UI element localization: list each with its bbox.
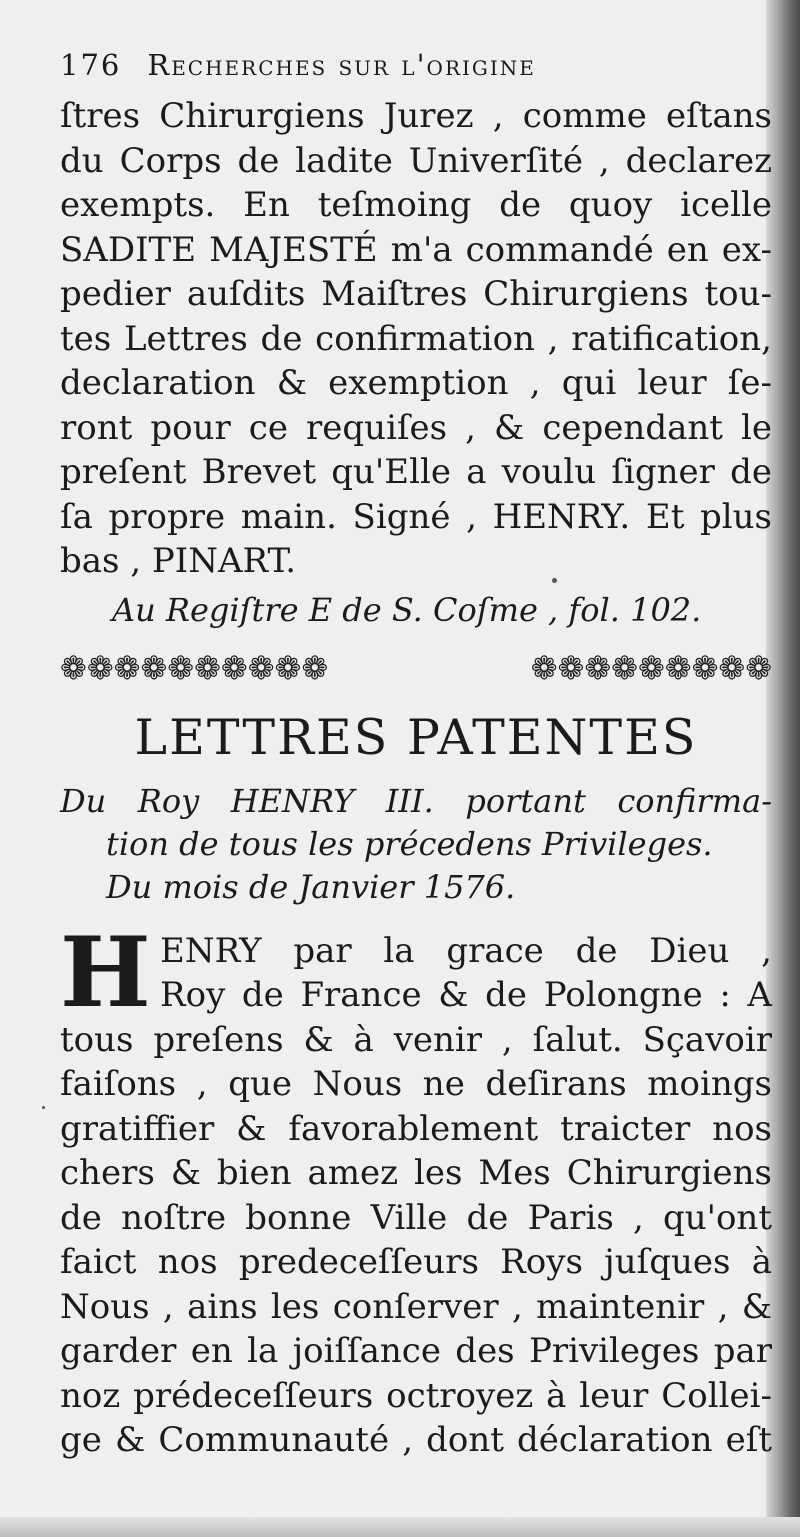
text-line: de noſtre bonne Ville de Paris , qu'ont bbox=[60, 1197, 772, 1238]
page-number: 176 bbox=[60, 48, 122, 82]
text-line: ENRY par la grace de Dieu , bbox=[160, 930, 772, 971]
text-line: exempts. En teſmoing de quoy icelle bbox=[60, 185, 772, 225]
text-line: Roy de France & de Polongne : A bbox=[160, 975, 772, 1015]
section-subtitle bbox=[60, 780, 772, 909]
subtitle-line: tion de tous les précedens Privileges. bbox=[106, 824, 713, 863]
ink-speck bbox=[552, 578, 557, 583]
running-header bbox=[60, 48, 772, 94]
running-title: Recherches sur l'origine bbox=[147, 48, 536, 82]
ornament-flower-icon: ❁ bbox=[247, 648, 275, 687]
ink-speck bbox=[42, 1106, 45, 1109]
ornament-group-right bbox=[531, 650, 772, 686]
ornament-flower-icon: ❁ bbox=[167, 648, 195, 687]
ornament-flower-icon: ❁ bbox=[557, 648, 585, 687]
subtitle-line: Du Roy HENRY III. portant confirma- bbox=[60, 781, 772, 820]
drop-cap: H bbox=[60, 915, 151, 1029]
ornament-flower-icon: ❁ bbox=[301, 648, 329, 687]
text-line: bas , PINART. bbox=[60, 541, 297, 581]
ornament-flower-icon: ❁ bbox=[274, 648, 302, 687]
text-line: pedier auſdits Maiſtres Chirurgiens tou- bbox=[60, 274, 772, 314]
ornament-flower-icon: ❁ bbox=[220, 648, 248, 687]
text-line: SADITE MAJESTÉ m'a commandé en ex- bbox=[60, 229, 772, 270]
ornament-flower-icon: ❁ bbox=[60, 648, 87, 687]
ornament-flower-icon: ❁ bbox=[194, 648, 221, 687]
letters-body bbox=[60, 915, 772, 1463]
text-line: gratiffier & favorablement traicter nos bbox=[60, 1108, 772, 1149]
text-line: ſa propre main. Signé , HENRY. Et plus bbox=[60, 496, 772, 537]
section-continued-text bbox=[60, 94, 772, 634]
text-line: ge & Communauté , dont déclaration eſt bbox=[60, 1420, 772, 1460]
ornament-flower-icon: ❁ bbox=[664, 648, 692, 687]
text-line: faict nos predeceſſeurs Roys juſques à bbox=[60, 1242, 772, 1282]
ornament-flower-icon: ❁ bbox=[530, 648, 558, 687]
text-line: tous preſens & à venir , ſalut. Sçavoir bbox=[60, 1019, 772, 1060]
ornament-group-left bbox=[60, 650, 328, 686]
section-heading: LETTRES PATENTES bbox=[134, 708, 698, 766]
book-page bbox=[60, 48, 772, 1463]
text-line: faiſons , que Nous ne deſirans moings bbox=[60, 1064, 772, 1104]
ornament-flower-icon: ❁ bbox=[745, 648, 772, 687]
ornament-divider bbox=[60, 650, 772, 686]
text-line: preſent Brevet qu'Elle a voulu ſigner de bbox=[60, 452, 772, 492]
text-line: declaration & exemption , qui leur ſe- bbox=[60, 363, 772, 403]
ornament-flower-icon: ❁ bbox=[86, 648, 114, 687]
subtitle-line: Du mois de Janvier 1576. bbox=[106, 867, 516, 906]
registry-reference: Au Regiſtre E de S. Coſme , fol. 102. bbox=[112, 590, 702, 629]
text-line: noz prédeceſſeurs octroyez à leur Collei- bbox=[60, 1375, 772, 1416]
ornament-flower-icon: ❁ bbox=[584, 648, 612, 687]
text-line: ront pour ce requiſes , & cependant le bbox=[60, 407, 772, 448]
text-line: garder en la joiſſance des Privileges par bbox=[60, 1331, 772, 1371]
ornament-flower-icon: ❁ bbox=[637, 648, 665, 687]
ornament-flower-icon: ❁ bbox=[611, 648, 638, 687]
text-line: ſtres Chirurgiens Jurez , comme eſtans bbox=[60, 96, 772, 136]
ornament-flower-icon: ❁ bbox=[140, 648, 168, 687]
text-line: Nous , ains les conſerver , maintenir , & bbox=[60, 1286, 772, 1327]
text-line: chers & bien amez les Mes Chirurgiens bbox=[60, 1153, 772, 1193]
page-bottom-edge bbox=[0, 1517, 800, 1537]
ornament-flower-icon: ❁ bbox=[113, 648, 141, 687]
text-line: du Corps de ladite Univerſité , declarez bbox=[60, 140, 772, 181]
ornament-flower-icon: ❁ bbox=[691, 648, 719, 687]
ornament-flower-icon: ❁ bbox=[718, 648, 746, 687]
text-line: tes Lettres de confirmation , ratification, bbox=[60, 318, 772, 359]
